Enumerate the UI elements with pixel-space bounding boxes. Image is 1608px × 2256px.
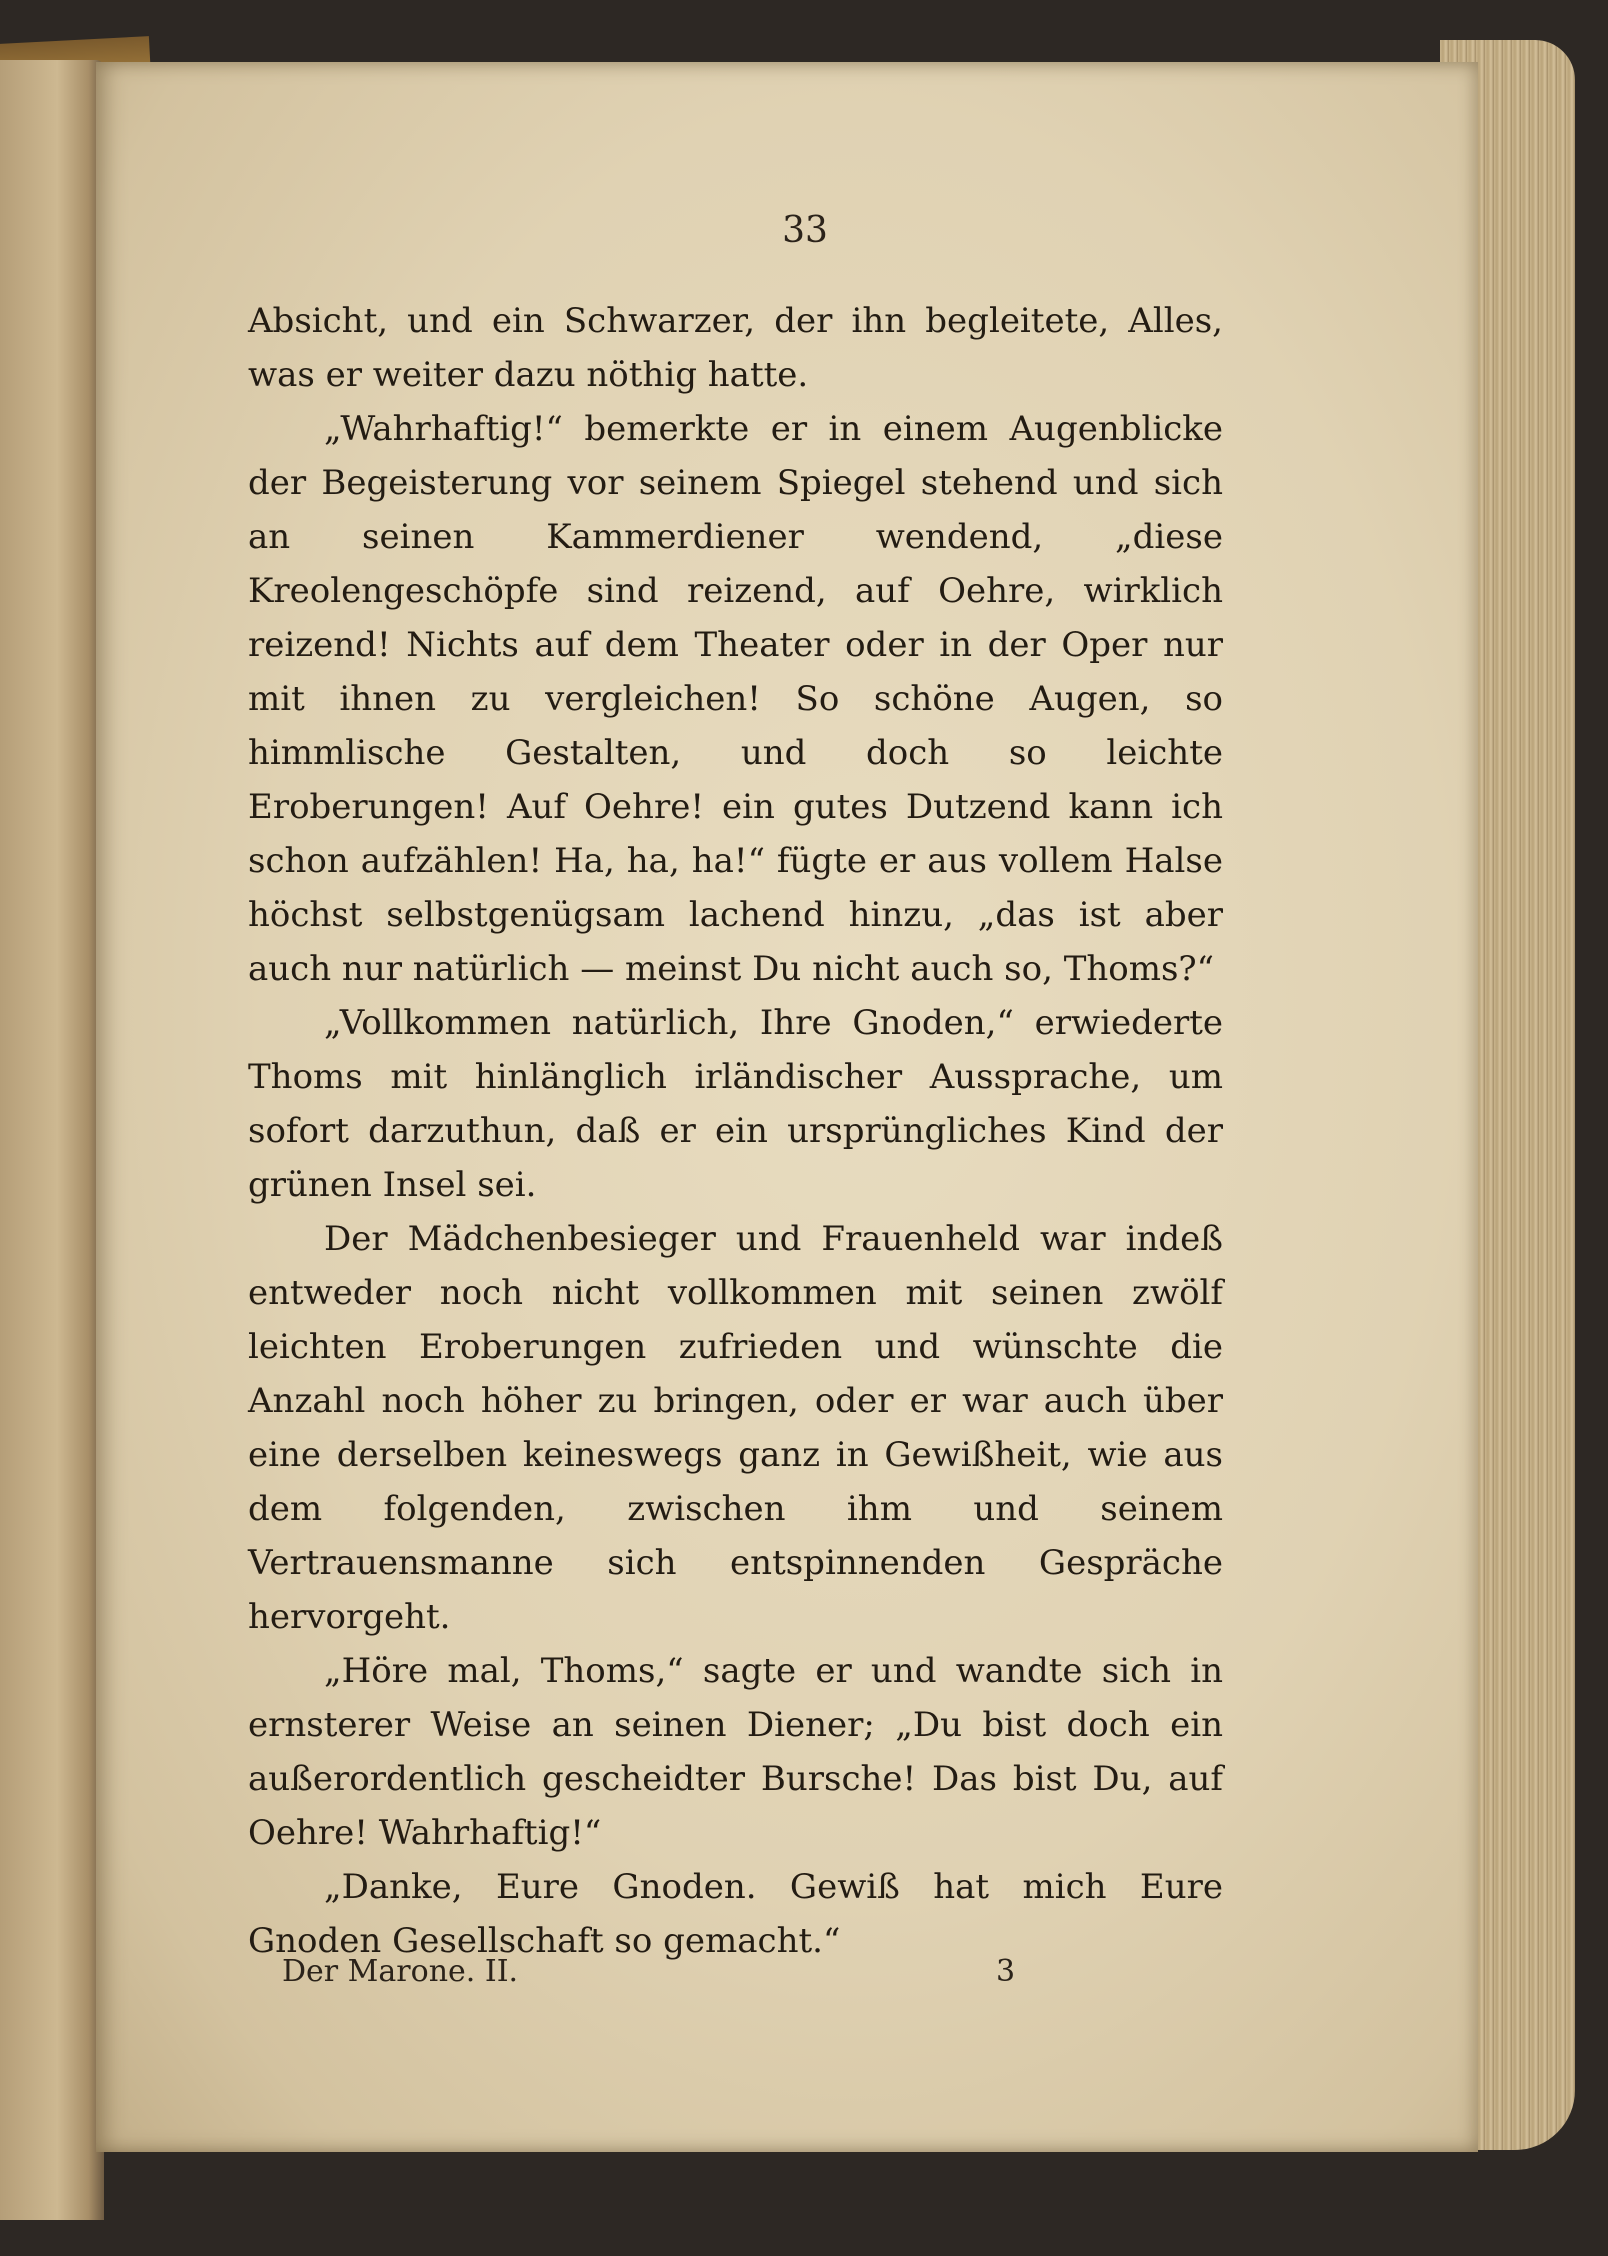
- paragraph-5: „Höre mal, Thoms,“ sagte er und wandte sich in ernsterer Weise an seinen Diener; „Du bist doch ein außerordentlich gescheidter Bursche! Das bist Du, auf Oehre! Wahrhaftig!“: [248, 1651, 1223, 1853]
- facing-page-edge: [0, 60, 104, 2220]
- running-title: Der Marone. II.: [282, 1954, 519, 1989]
- page-number: 33: [782, 210, 828, 251]
- paragraph-3: „Vollkommen natürlich, Ihre Gnoden,“ erwiederte Thoms mit hinlänglich irländischer Aussprache, um sofort darzuthun, daß er ein ursprüngliches Kind der grünen Insel sei.: [248, 1003, 1223, 1205]
- paragraph-4: Der Mädchenbesieger und Frauenheld war indeß entweder noch nicht vollkommen mit seinen zwölf leichten Eroberungen zufrieden und wünschte die Anzahl noch höher zu bringen, oder er war auch über eine derselben keineswegs ganz in Gewißheit, wie aus dem folgenden, zwischen ihm und seinem Vertrauensmanne sich entspinnenden Gespräche hervorgeht.: [248, 1219, 1223, 1637]
- paragraph-6: „Danke, Eure Gnoden. Gewiß hat mich Eure Gnoden Gesellschaft so gemacht.“: [248, 1867, 1223, 1961]
- book-page: [96, 62, 1478, 2152]
- paragraph-2: „Wahrhaftig!“ bemerkte er in einem Augenblicke der Begeisterung vor seinem Spiegel stehend und sich an seinen Kammerdiener wendend, „diese Kreolengeschöpfe sind reizend, auf Oehre, wirklich reizend! Nichts auf dem Theater oder in der Oper nur mit ihnen zu vergleichen! So schöne Augen, so himmlische Gestalten, und doch so leichte Eroberungen! Auf Oehre! ein gutes Dutzend kann ich schon aufzählen! Ha, ha, ha!“ fügte er aus vollem Halse höchst selbstgenügsam lachend hinzu, „das ist aber auch nur natürlich — meinst Du nicht auch so, Thoms?“: [248, 409, 1223, 989]
- body-text: [248, 294, 1223, 1968]
- paragraph-1: Absicht, und ein Schwarzer, der ihn begleitete, Alles, was er weiter dazu nöthig hatte.: [248, 301, 1223, 395]
- signature-mark: 3: [996, 1954, 1016, 1989]
- page-footer: [282, 1954, 1102, 1989]
